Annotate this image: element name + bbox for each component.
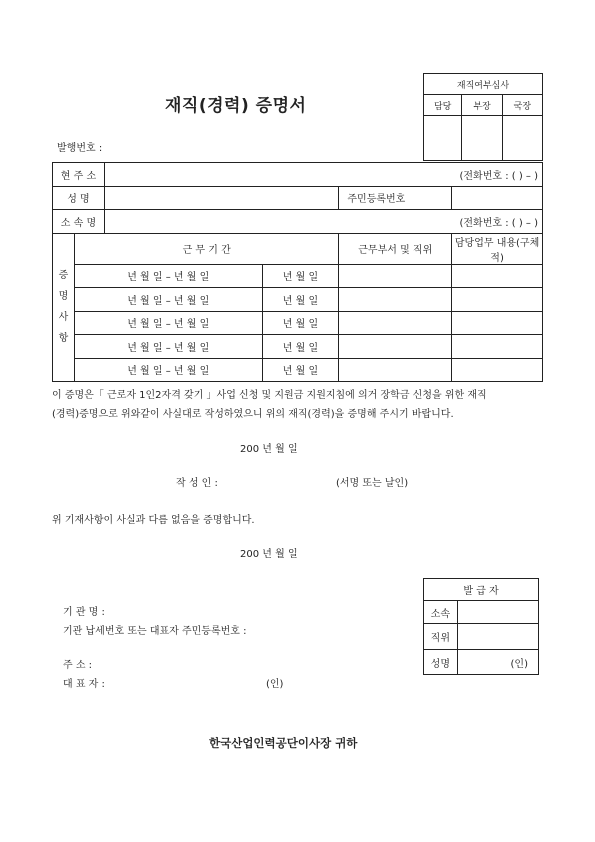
period-range[interactable]: 년 월 일 – 년 월 일 — [74, 311, 262, 335]
date-1: 200 년 월 일 — [240, 444, 298, 455]
duty-cell[interactable] — [452, 311, 543, 335]
org-field[interactable] — [104, 210, 542, 234]
period-range[interactable]: 년 월 일 – 년 월 일 — [74, 335, 262, 359]
address-phone: (전화번호 : ( ) – ) — [459, 170, 538, 182]
career-row — [53, 358, 543, 382]
taxno-label: 기관 납세번호 또는 대표자 주민등록번호 : — [63, 626, 247, 637]
dept-cell[interactable] — [339, 288, 452, 312]
issuer-seal: (인) — [510, 658, 528, 670]
duty-header: 담당업무 내용(구체적) — [452, 233, 543, 264]
address-field[interactable] — [104, 163, 542, 187]
period-length[interactable]: 년 월 일 — [262, 358, 339, 382]
period-header: 근 무 기 간 — [74, 233, 338, 264]
issuer-header: 발 급 자 — [424, 579, 539, 601]
issuer-affiliation-label: 소속 — [424, 601, 458, 624]
rrn-label: 주민등록번호 — [339, 186, 452, 210]
main-form-table — [52, 162, 543, 382]
rrn-field[interactable] — [452, 186, 543, 210]
period-range[interactable]: 년 월 일 – 년 월 일 — [74, 358, 262, 382]
writer-label: 작 성 인 : — [176, 478, 218, 489]
issuer-name-label: 성명 — [424, 650, 458, 675]
duty-cell[interactable] — [452, 335, 543, 359]
period-length[interactable]: 년 월 일 — [262, 311, 339, 335]
dept-cell[interactable] — [339, 335, 452, 359]
page-title: 재직(경력) 증명서 — [165, 96, 307, 116]
period-length[interactable]: 년 월 일 — [262, 335, 339, 359]
approval-col-staff: 담당 — [424, 95, 462, 116]
dept-cell[interactable] — [339, 311, 452, 335]
career-row — [53, 335, 543, 359]
approval-sign-staff[interactable] — [424, 116, 462, 161]
approval-col-director: 국장 — [502, 95, 542, 116]
rep-seal: (인) — [266, 679, 284, 690]
duty-cell[interactable] — [452, 264, 543, 288]
issuer-name-field[interactable] — [457, 650, 538, 675]
sign-note: (서명 또는 날인) — [336, 478, 409, 489]
name-label: 성 명 — [53, 186, 105, 210]
issue-number-label: 발행번호 : — [57, 143, 103, 154]
duty-cell[interactable] — [452, 358, 543, 382]
period-range[interactable]: 년 월 일 – 년 월 일 — [74, 264, 262, 288]
approval-header: 재직여부심사 — [424, 74, 543, 95]
issuer-position-field[interactable] — [457, 624, 538, 650]
period-range[interactable]: 년 월 일 – 년 월 일 — [74, 288, 262, 312]
proof-section-label: 증 명 사 항 — [53, 233, 75, 382]
addressee: 한국산업인력공단이사장 귀하 — [209, 736, 358, 750]
org-name-label: 기 관 명 : — [63, 607, 105, 618]
issuer-box — [423, 578, 539, 675]
dept-header: 근무부서 및 직위 — [339, 233, 452, 264]
career-row — [53, 264, 543, 288]
career-row — [53, 288, 543, 312]
approval-box — [423, 73, 543, 161]
period-length[interactable]: 년 월 일 — [262, 264, 339, 288]
rep-label: 대 표 자 : — [63, 679, 105, 690]
statement-line-1: 이 증명은「 근로자 1인2자격 갖기 」사업 신청 및 지원금 지원지침에 의거 장학금 신청을 위한 재직 — [52, 390, 487, 401]
org-label: 소 속 명 — [53, 210, 105, 234]
duty-cell[interactable] — [452, 288, 543, 312]
org-phone: (전화번호 : ( ) – ) — [459, 217, 538, 229]
approval-col-manager: 부장 — [462, 95, 502, 116]
statement-line-2: (경력)증명으로 위와같이 사실대로 작성하였으니 위의 재직(경력)을 증명해 주시기 바랍니다. — [52, 409, 454, 420]
career-row — [53, 311, 543, 335]
approval-sign-director[interactable] — [502, 116, 542, 161]
inst-address-label: 주 소 : — [63, 660, 93, 671]
issuer-position-label: 직위 — [424, 624, 458, 650]
address-label: 현 주 소 — [53, 163, 105, 187]
approval-sign-manager[interactable] — [462, 116, 502, 161]
issuer-affiliation-field[interactable] — [457, 601, 538, 624]
dept-cell[interactable] — [339, 358, 452, 382]
certify-statement: 위 기재사항이 사실과 다름 없음을 증명합니다. — [52, 515, 255, 526]
period-length[interactable]: 년 월 일 — [262, 288, 339, 312]
date-2: 200 년 월 일 — [240, 549, 298, 560]
dept-cell[interactable] — [339, 264, 452, 288]
name-field[interactable] — [104, 186, 338, 210]
